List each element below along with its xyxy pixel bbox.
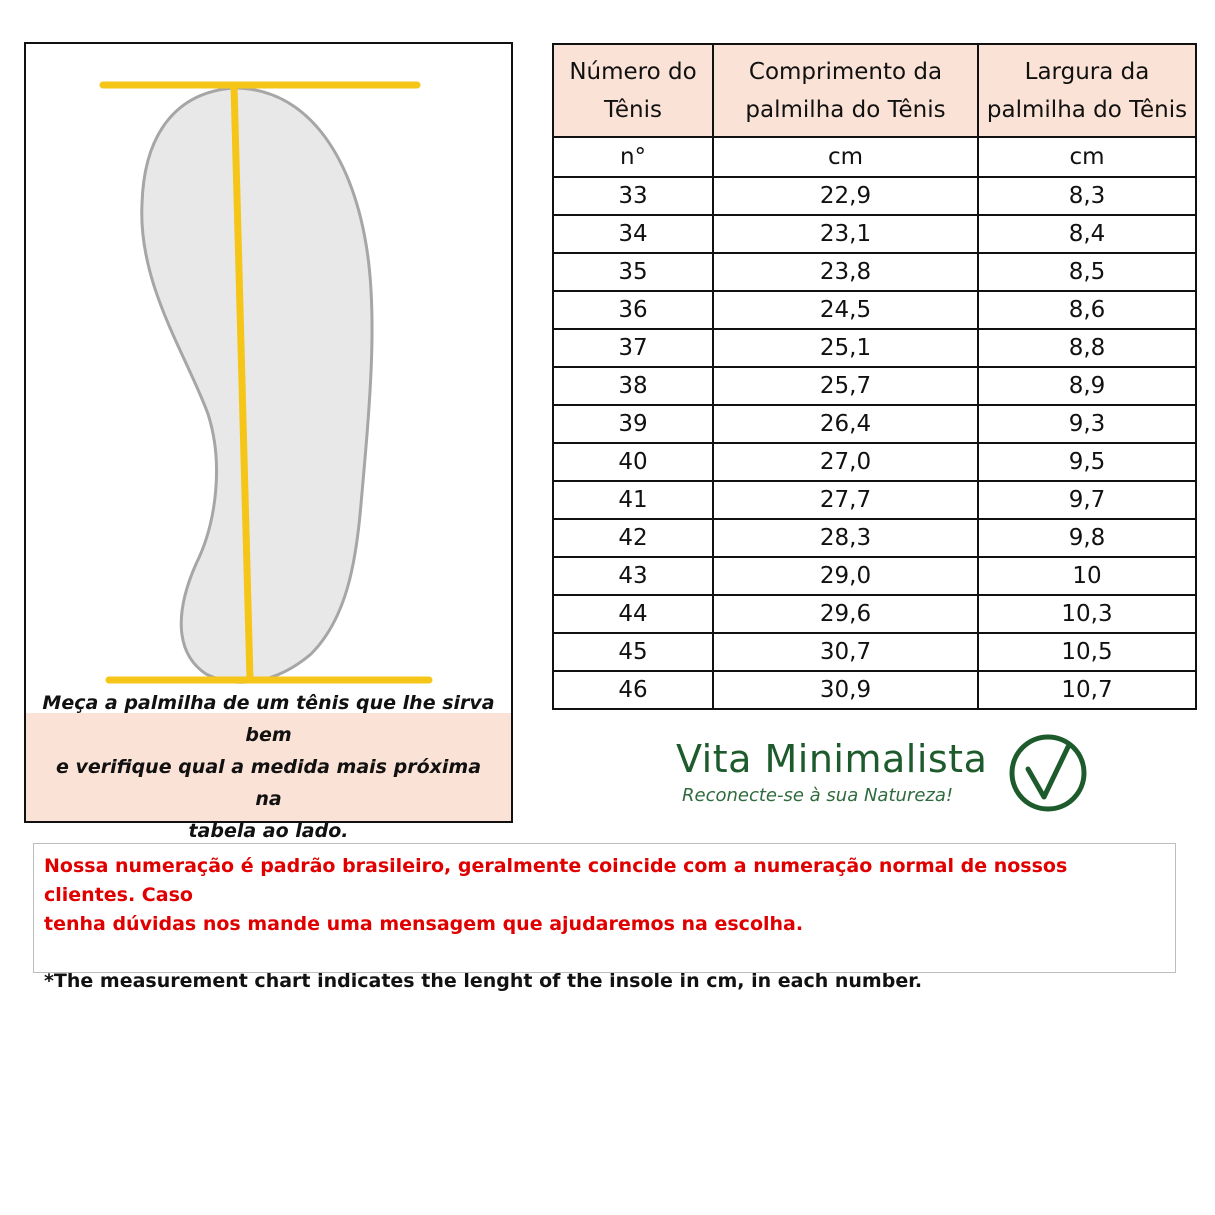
notice-pt-line-2: tenha dúvidas nos mande uma mensagem que ajudaremos na escolha.: [44, 913, 804, 935]
length-cell: 30,7: [713, 633, 978, 671]
width-cell: 9,3: [978, 405, 1196, 443]
notice-english: *The measurement chart indicates the lenght of the insole in cm, in each number.: [44, 970, 923, 992]
notice-pt-line-1: Nossa numeração é padrão brasileiro, geralmente coincide com a numeração normal de nossos clientes. Caso: [44, 855, 1068, 906]
size-cell: 39: [553, 405, 713, 443]
insole-diagram: [26, 44, 511, 714]
width-cell: 8,3: [978, 177, 1196, 215]
instruction-line-1: Meça a palmilha de um tênis que lhe sirva bem: [42, 692, 495, 746]
length-cell: 29,0: [713, 557, 978, 595]
size-cell: 35: [553, 253, 713, 291]
unit-number: n°: [553, 137, 713, 177]
width-cell: 8,8: [978, 329, 1196, 367]
length-cell: 25,1: [713, 329, 978, 367]
header-insole-width: Largura da palmilha do Tênis: [978, 44, 1196, 137]
size-cell: 45: [553, 633, 713, 671]
width-cell: 8,5: [978, 253, 1196, 291]
size-cell: 37: [553, 329, 713, 367]
length-cell: 22,9: [713, 177, 978, 215]
length-cell: 23,8: [713, 253, 978, 291]
table-row: [553, 633, 1196, 671]
instruction-line-3: tabela ao lado.: [188, 820, 349, 842]
width-cell: 8,4: [978, 215, 1196, 253]
insole-panel: [24, 42, 513, 842]
header-insole-length: Comprimento da palmilha do Tênis: [713, 44, 978, 137]
length-cell: 29,6: [713, 595, 978, 633]
table-row: [553, 291, 1196, 329]
width-cell: 8,6: [978, 291, 1196, 329]
size-cell: 40: [553, 443, 713, 481]
width-cell: 9,7: [978, 481, 1196, 519]
size-cell: 36: [553, 291, 713, 329]
width-cell: 10: [978, 557, 1196, 595]
size-cell: 38: [553, 367, 713, 405]
width-cell: 10,7: [978, 671, 1196, 709]
instruction-box: [26, 692, 511, 842]
width-cell: 9,5: [978, 443, 1196, 481]
table-row: [553, 215, 1196, 253]
unit-width: cm: [978, 137, 1196, 177]
length-cell: 23,1: [713, 215, 978, 253]
table-row: [553, 519, 1196, 557]
size-cell: 46: [553, 671, 713, 709]
length-cell: 24,5: [713, 291, 978, 329]
brand-tagline: Reconecte-se à sua Natureza!: [682, 785, 954, 806]
table-row: [553, 367, 1196, 405]
width-cell: 10,3: [978, 595, 1196, 633]
size-table: [552, 43, 1197, 710]
checkmark-circle-icon: [1006, 733, 1090, 813]
table-header-row: [553, 44, 1196, 137]
length-cell: 25,7: [713, 367, 978, 405]
insole-shape-icon: [142, 88, 372, 682]
table-row: [553, 405, 1196, 443]
length-cell: 28,3: [713, 519, 978, 557]
size-cell: 41: [553, 481, 713, 519]
size-cell: 33: [553, 177, 713, 215]
size-cell: 44: [553, 595, 713, 633]
table-row: [553, 443, 1196, 481]
length-cell: 26,4: [713, 405, 978, 443]
table-units-row: [553, 137, 1196, 177]
table-row: [553, 671, 1196, 709]
size-cell: 34: [553, 215, 713, 253]
table-row: [553, 177, 1196, 215]
length-cell: 30,9: [713, 671, 978, 709]
table-row: [553, 253, 1196, 291]
unit-length: cm: [713, 137, 978, 177]
table-row: [553, 329, 1196, 367]
size-cell: 42: [553, 519, 713, 557]
header-shoe-number: Número do Tênis: [553, 44, 713, 137]
length-cell: 27,7: [713, 481, 978, 519]
brand-name: Vita Minimalista: [676, 737, 988, 781]
notice-box: [33, 843, 1176, 992]
table-row: [553, 595, 1196, 633]
length-cell: 27,0: [713, 443, 978, 481]
size-cell: 43: [553, 557, 713, 595]
width-cell: 10,5: [978, 633, 1196, 671]
instruction-line-2: e verifique qual a medida mais próxima na: [55, 756, 482, 810]
table-row: [553, 557, 1196, 595]
table-row: [553, 481, 1196, 519]
width-cell: 9,8: [978, 519, 1196, 557]
width-cell: 8,9: [978, 367, 1196, 405]
brand-logo: [676, 733, 1096, 813]
notice-portuguese: [44, 852, 1165, 939]
